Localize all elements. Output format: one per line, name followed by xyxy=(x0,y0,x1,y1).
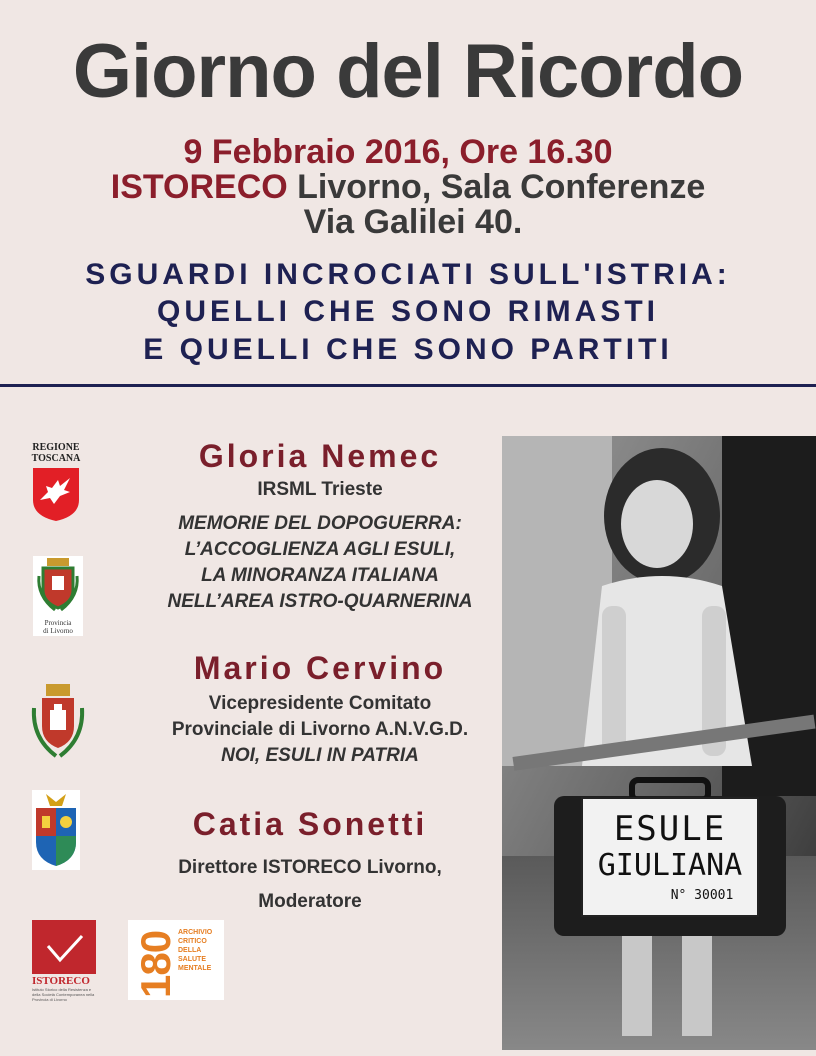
event-title: Giorno del Ricordo xyxy=(72,29,744,114)
event-venue xyxy=(0,168,816,206)
sign-line-1: ESULE xyxy=(613,809,727,849)
theme-line-2: QUELLI CHE SONO RIMASTI xyxy=(156,295,659,328)
sign-line-2: GIULIANA xyxy=(597,848,743,883)
venue-rest: Livorno, Sala Conferenze xyxy=(287,168,706,206)
speaker-block-3 xyxy=(130,806,490,917)
header-divider xyxy=(0,384,816,387)
affiliation-line: Moderatore xyxy=(258,891,362,912)
speaker-block-2 xyxy=(130,650,510,769)
provincia-crest-icon xyxy=(33,556,83,614)
talk-line: NOI, ESULI IN PATRIA xyxy=(221,745,419,766)
venue-org: ISTORECO xyxy=(110,168,288,206)
affiliation-line: Vicepresidente Comitato xyxy=(208,693,432,714)
event-street: Via Galilei 40. xyxy=(303,203,523,241)
speaker-name-2: Mario Cervino xyxy=(193,650,447,686)
archivio-text-line: CRITICO xyxy=(178,938,207,945)
speaker-affiliation-1: IRSML Trieste xyxy=(257,479,383,500)
affiliation-line: Provinciale di Livorno A.N.V.G.D. xyxy=(171,719,469,740)
regione-label-1: REGIONE xyxy=(32,442,80,453)
theme-line-3: E QUELLI CHE SONO PARTITI xyxy=(143,333,673,366)
archivio-text-line: MENTALE xyxy=(178,965,212,972)
istoreco-mark xyxy=(32,920,96,974)
talk-line: NELL’AREA ISTRO-QUARNERINA xyxy=(167,591,473,612)
historic-photo-girl-with-suitcase xyxy=(502,436,816,1050)
archivio-180-logo xyxy=(128,920,224,1000)
regione-toscana-logo xyxy=(30,442,82,524)
istoreco-label: ISTORECO xyxy=(32,975,90,987)
istoreco-caption: Istituto Storico della Resistenza e della Società Contemporanea nella Provincia di Livorno xyxy=(32,987,95,1002)
sign-number: N° 30001 xyxy=(670,888,734,903)
archivio-text-line: ARCHIVIO xyxy=(178,929,213,936)
talk-line: MEMORIE DEL DOPOGUERRA: xyxy=(178,513,462,534)
pegasus-shield-icon xyxy=(30,464,82,522)
regional-crest-logo xyxy=(32,790,80,870)
crest-shield-icon xyxy=(32,790,80,870)
event-date: 9 Febbraio 2016, Ore 16.30 xyxy=(183,133,613,171)
provincia-livorno-logo xyxy=(33,556,83,636)
talk-line: L’ACCOGLIENZA AGLI ESULI, xyxy=(184,539,456,560)
istoreco-logo xyxy=(32,920,98,1000)
livorno-crest-icon xyxy=(28,682,88,762)
photo-illustration xyxy=(502,436,816,1050)
archivio-text-line: SALUTE xyxy=(178,956,206,963)
affiliation-line: Direttore ISTORECO Livorno, xyxy=(178,857,442,878)
speaker-block-1 xyxy=(150,438,490,615)
regione-label-2: TOSCANA xyxy=(31,453,81,464)
check-mark-icon xyxy=(32,920,96,974)
talk-line: LA MINORANZA ITALIANA xyxy=(201,565,439,586)
provincia-label-2: di Livorno xyxy=(43,627,73,635)
speaker-name-1: Gloria Nemec xyxy=(198,438,442,474)
theme-line-1: SGUARDI INCROCIATI SULL'ISTRIA: xyxy=(85,258,731,291)
speaker-name-3: Catia Sonetti xyxy=(192,806,428,842)
comune-livorno-logo xyxy=(28,682,88,762)
archivio-text-line: DELLA xyxy=(178,947,202,954)
archivio-number: 180 xyxy=(132,930,179,998)
provincia-label-1: Provincia xyxy=(44,619,72,627)
